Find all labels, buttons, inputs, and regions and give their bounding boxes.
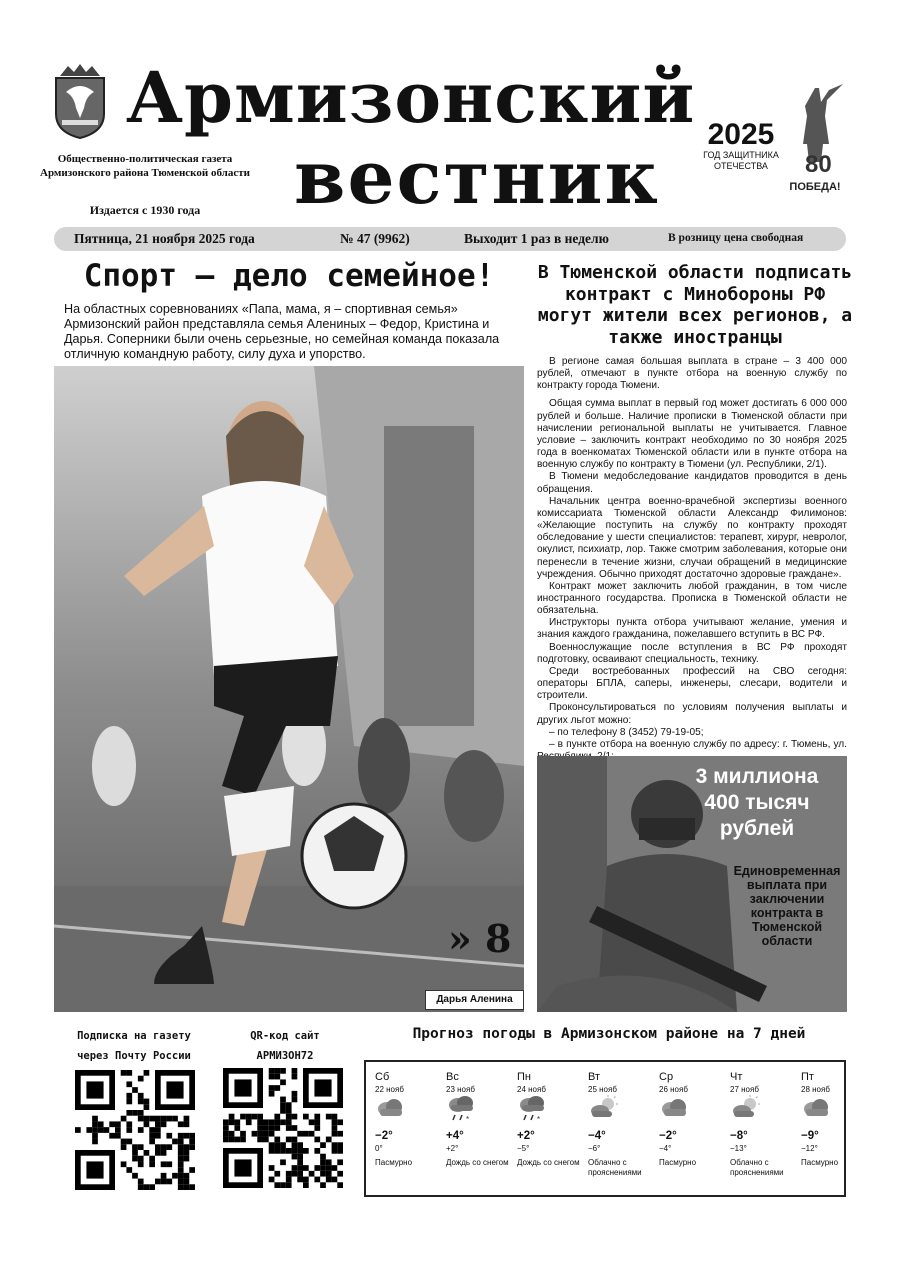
weather-day (659, 1070, 727, 1168)
weather-day (801, 1070, 869, 1168)
weather-date: 26 нояб (659, 1085, 688, 1094)
year-number: 2025 (707, 118, 775, 151)
weather-temp-max: −9° (801, 1130, 819, 1142)
weather-temp-max: −2° (375, 1130, 393, 1142)
rain-snow-icon (446, 1095, 514, 1129)
victory-word: ПОБЕДА! (789, 181, 841, 193)
weather-date: 23 нояб (446, 1085, 475, 1094)
issue-date: Пятница, 21 ноября 2025 года (74, 231, 255, 246)
weather-day (375, 1070, 443, 1168)
article-paragraph: Начальник центра военно-врачебной экспертизы военного комиссариата Тюменской области Александр Филимонов: «Желающие поступить на службу по контракту проходят обследование у шести специалистов: терапевт, хирург, невролог, окулист, психиатр, лор. Также смотрим заболевания, которые они перенесли в течение жизни, случаи обращений в медицинские учреждения. Обычно приходят достаточно здоровые граждане». (537, 495, 847, 580)
weather-day (588, 1070, 656, 1178)
weather-date: 28 нояб (801, 1085, 830, 1094)
main-headline: Спорт — дело семейное! (83, 258, 495, 294)
issue-price: В розницу цена свободная (668, 232, 804, 244)
ad-subtitle: Единовременная выплата при заключении контракта в Тюменской области (733, 864, 841, 948)
masthead-title-line2: вестник (294, 135, 660, 221)
weather-day-name: Пт (801, 1071, 814, 1083)
masthead-since: Издается с 1930 года (89, 203, 201, 217)
article-paragraph: В регионе самая большая выплата в стране – 3 400 000 рублей, отмечают в пункте отбора на военную службу по контракту города Тюмени. (537, 356, 847, 392)
weather-date: 22 нояб (375, 1085, 404, 1094)
article-paragraph: – в пункте отбора на военную службу по адресу: г. Тюмень, ул. (549, 738, 847, 750)
qr-code-icon[interactable] (223, 1068, 343, 1188)
weather-temp-max: +4° (446, 1130, 464, 1142)
weather-day-name: Ср (659, 1071, 674, 1083)
weather-condition: Пасмурно (801, 1158, 839, 1167)
weather-day (446, 1070, 514, 1168)
weather-date: 25 нояб (588, 1085, 617, 1094)
contract-ad (537, 756, 847, 1012)
weather-temp-min: −13° (730, 1144, 747, 1153)
weather-condition: Дождь со снегом (517, 1158, 580, 1167)
weather-temp-min: −6° (588, 1144, 601, 1153)
weather-condition: Пасмурно (659, 1158, 697, 1167)
article-paragraph: Инструкторы пункта отбора учитывают желание, умения и знания каждого гражданина, пожелавшего вступить в ВС РФ. (537, 617, 847, 641)
partly-cloudy-icon (730, 1095, 798, 1129)
weather-condition: Дождь со снегом (446, 1158, 509, 1167)
issue-frequency: Выходит 1 раз в неделю (464, 231, 609, 246)
masthead-title-line1: Армизонский (126, 56, 696, 139)
weather-temp-min: +2° (446, 1144, 459, 1153)
cloud-icon (659, 1095, 727, 1129)
article-paragraph: Среди востребованных профессий на СВО сегодня: операторы БПЛА, саперы, инженеры, слесари, водители и строители. (537, 665, 847, 702)
weather-day-name: Вс (446, 1071, 459, 1083)
article-paragraph: Контракт может заключить любой гражданин, в том числе иностранного государства. Прописка в Тюменской области не обязательна. (537, 580, 847, 617)
cloud-icon (801, 1095, 869, 1129)
article-paragraph: Общая сумма выплат в первый год может достигать 6 000 000 рублей и больше. Наличие прописки в Тюменской области при начислении региональной выплаты не учитывается. Главное условие – заключить контракт необходимо по 30 ноября 2025 года в военкоматах Тюменской области или в пункте отбора на военную службу по контракту в Тюмени (ул. Республики, 2/1). (537, 398, 847, 471)
victory-number: 80 (805, 151, 832, 178)
weather-temp-max: −4° (588, 1130, 606, 1142)
side-headline: В Тюменской области подписать контракт с Минобороны РФ могут жители всех регионов, а также иностранцы (537, 262, 853, 348)
svg-text:*: * (537, 1115, 541, 1124)
page-reference: » 8 (448, 916, 512, 961)
weather-day-name: Чт (730, 1071, 743, 1083)
qr-code-icon[interactable] (75, 1070, 195, 1190)
main-lead: На областных соревнованиях «Папа, мама, я – спортивная семья» Армизонский район представляла семья Алениных – Федор, Кристина и Дарья. Соперники были очень серьезные, но семейная команда показала отличную командную работу, силу духа и упорство. (64, 302, 500, 361)
weather-condition: Пасмурно (375, 1158, 413, 1167)
qr-label-subscription: Подписка на газету через Почту России (77, 1030, 191, 1062)
weather-temp-min: −5° (517, 1144, 530, 1153)
weather-temp-min: −12° (801, 1144, 818, 1153)
qr-label-site: QR-код сайт АРМИЗОН72 (250, 1030, 320, 1062)
dateline-bar (54, 227, 846, 251)
article-paragraph: Военнослужащие после вступления в ВС РФ проходят подготовку, осваивают специальность, технику. (537, 641, 847, 665)
cloud-icon (375, 1095, 443, 1129)
weather-temp-max: −2° (659, 1130, 677, 1142)
weather-forecast (364, 1060, 846, 1197)
weather-condition: Облачно с прояснениями (730, 1158, 784, 1177)
weather-day-name: Пн (517, 1071, 531, 1083)
weather-date: 27 нояб (730, 1085, 759, 1094)
weather-temp-min: −4° (659, 1144, 672, 1153)
weather-day-name: Вт (588, 1071, 601, 1083)
rain-snow-icon (517, 1095, 585, 1129)
article-paragraph: Проконсультироваться по условиям получения выплаты и других льгот можно: (537, 702, 847, 726)
year-badge (700, 120, 782, 172)
weather-temp-min: 0° (375, 1144, 383, 1153)
weather-day-name: Сб (375, 1071, 390, 1083)
issue-number: № 47 (9962) (340, 231, 410, 246)
weather-day (517, 1070, 585, 1168)
weather-title: Прогноз погоды в Армизонском районе на 7 дней (412, 1026, 806, 1042)
side-article (537, 356, 847, 775)
ad-title: 3 миллиона 400 тысяч рублей (695, 765, 819, 840)
article-paragraph: – по телефону 8 (3452) 79-19-05; (549, 726, 704, 738)
svg-text:*: * (466, 1115, 470, 1124)
article-paragraph: В Тюмени медобследование кандидатов проводится в день обращения. (537, 471, 847, 495)
weather-temp-max: +2° (517, 1130, 535, 1142)
weather-date: 24 нояб (517, 1085, 546, 1094)
weather-temp-max: −8° (730, 1130, 748, 1142)
photo-caption: Дарья Аленина (425, 990, 524, 1010)
victory-statue-icon (785, 82, 845, 197)
weather-day (730, 1070, 798, 1178)
weather-condition: Облачно с прояснениями (588, 1158, 642, 1177)
partly-cloudy-icon (588, 1095, 656, 1129)
masthead-subtitle: Общественно-политическая газета Армизонского района Тюменской области (40, 153, 250, 179)
district-emblem-icon (52, 62, 108, 140)
year-caption: ГОД ЗАЩИТНИКА ОТЕЧЕСТВА (703, 150, 779, 171)
